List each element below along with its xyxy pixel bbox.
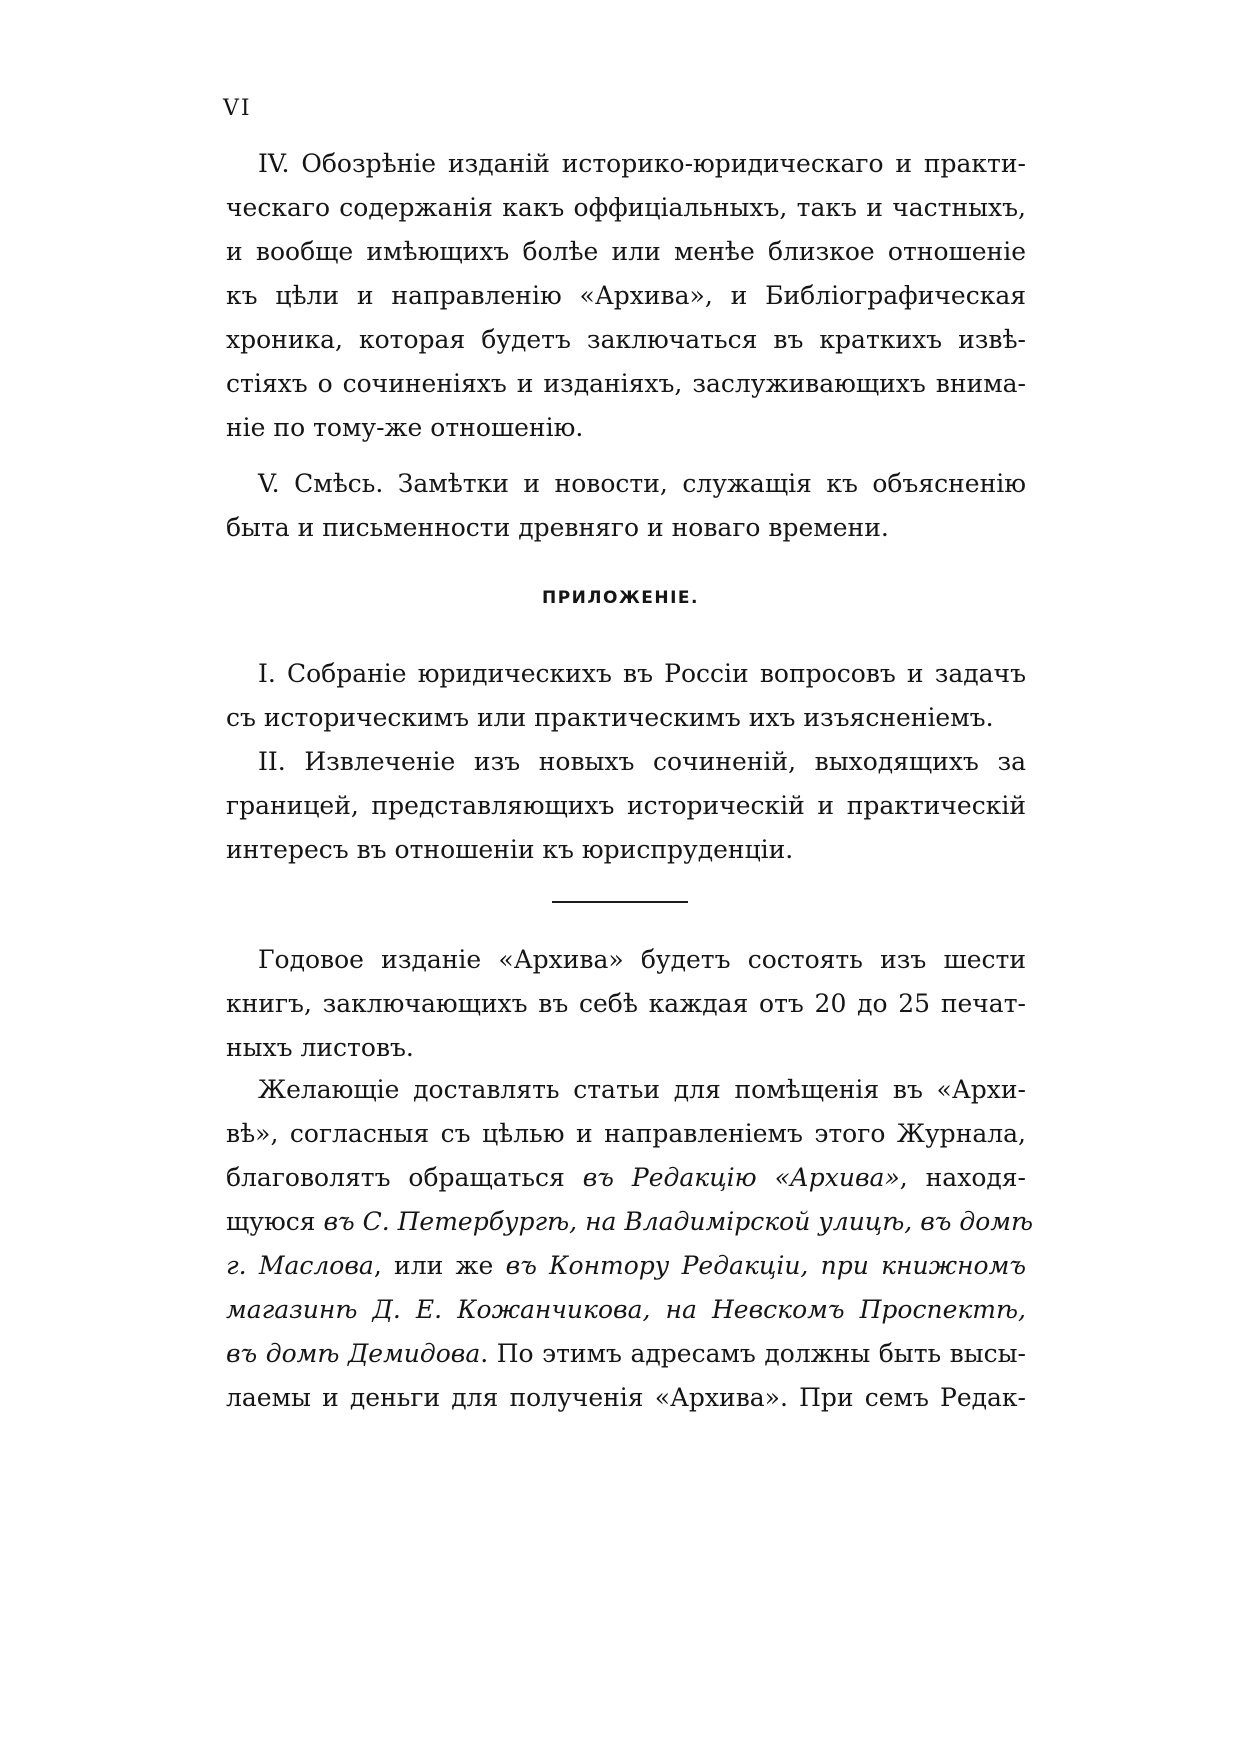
text-line	[226, 1156, 1026, 1200]
text-line: II. Извлеченіе изъ новыхъ сочиненій, выходящихъ за	[258, 747, 1026, 776]
editorial-office-reference: въ Редакцію «Архива»	[582, 1163, 900, 1192]
section-v-paragraph	[226, 462, 1026, 550]
text-line	[226, 1244, 1026, 1288]
address-text: въ домѣ Демидова	[226, 1339, 481, 1368]
text-line: V. Смѣсь. Замѣтки и новости, служащія къ объясненію	[258, 469, 1026, 498]
address-text: магазинѣ Д. Е. Кожанчикова, на Невскомъ Проспектѣ,	[226, 1295, 1026, 1324]
address-text: въ С. Петербургѣ, на Владимірской улицѣ, въ домѣ	[323, 1207, 1034, 1236]
text-line: стіяхъ о сочиненіяхъ и изданіяхъ, заслуживающихъ внима-	[226, 369, 1026, 398]
text-line: ческаго содержанія какъ оффиціальныхъ, такъ и частныхъ,	[226, 193, 1026, 222]
text-segment: щуюся	[226, 1207, 324, 1236]
section-iv-paragraph	[226, 142, 1026, 450]
text-segment: благоволятъ обращаться	[226, 1163, 583, 1192]
text-line: съ историческимъ или практическимъ ихъ изъясненіемъ.	[226, 703, 994, 732]
page-number: VI	[223, 96, 252, 121]
text-line: хроника, которая будетъ заключаться въ краткихъ извѣ-	[226, 325, 1026, 354]
text-line	[226, 1332, 1026, 1376]
text-line	[226, 1288, 1026, 1332]
text-line: интересъ въ отношеніи къ юриспруденціи.	[226, 835, 794, 864]
appendix-ii-paragraph	[226, 740, 1026, 872]
appendix-i-paragraph	[226, 652, 1026, 740]
text-line: Годовое изданіе «Архива» будетъ состоять изъ шести	[258, 945, 1026, 974]
text-line: вѣ», согласныя съ цѣлью и направленіемъ этого Журнала,	[226, 1119, 1026, 1148]
text-line: I. Собраніе юридическихъ въ Россіи вопросовъ и задачъ	[258, 659, 1026, 688]
contributors-paragraph	[226, 1068, 1034, 1420]
section-divider	[552, 901, 688, 903]
text-line: и вообще имѣющихъ болѣе или менѣе близкое отношеніе	[226, 237, 1026, 266]
appendix-heading: ПРИЛОЖЕНІЕ.	[541, 588, 700, 608]
text-line: границей, представляющихъ историческій и практическій	[226, 791, 1026, 820]
text-line: ніе по тому-же отношенію.	[226, 413, 584, 442]
text-segment: . По этимъ адресамъ должны быть высы-	[480, 1339, 1026, 1368]
text-segment: , или же	[373, 1251, 506, 1280]
address-text: въ Контору Редакціи, при книжномъ	[505, 1251, 1026, 1280]
annual-edition-paragraph	[226, 938, 1026, 1070]
text-line: IV. Обозрѣніе изданій историко-юридическаго и практи-	[258, 149, 1026, 178]
text-line: лаемы и деньги для полученія «Архива». При семъ Редак-	[226, 1383, 1026, 1412]
text-line: книгъ, заключающихъ въ себѣ каждая отъ 20 до 25 печат-	[226, 989, 1026, 1018]
text-line	[226, 1200, 1034, 1244]
text-segment: , находя-	[899, 1163, 1026, 1192]
text-line: ныхъ листовъ.	[226, 1033, 414, 1062]
address-text: г. Маслова	[226, 1251, 374, 1280]
text-line: къ цѣли и направленію «Архива», и Библіографическая	[226, 281, 1026, 310]
text-line: быта и письменности древняго и новаго времени.	[226, 513, 889, 542]
text-line: Желающіе доставлять статьи для помѣщенія въ «Архи-	[258, 1075, 1026, 1104]
